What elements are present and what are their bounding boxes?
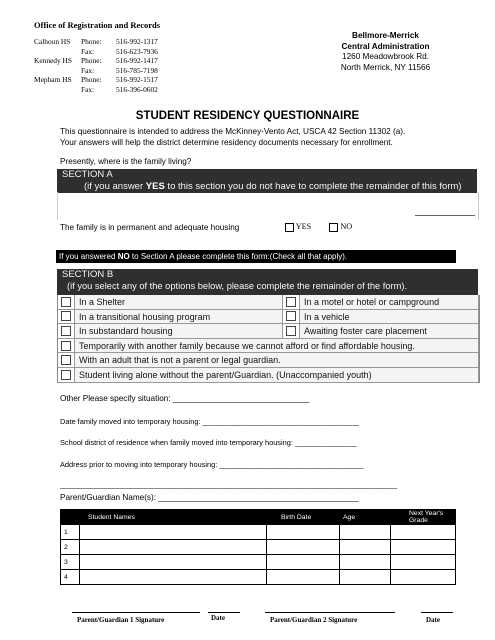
row-number: 3 <box>61 555 80 570</box>
substandard-checkbox[interactable] <box>61 326 71 336</box>
signature-1-line[interactable] <box>72 612 200 613</box>
birth-date-cell[interactable] <box>267 525 340 540</box>
option-label: In a transitional housing program <box>75 310 283 325</box>
housing-label: The family is in permanent and adequate housing <box>60 223 240 232</box>
no-label: NO <box>340 222 353 231</box>
section-b-subtitle: (if you select any of the options below, please complete the remainder of the form). <box>67 280 408 291</box>
phone-label: Phone: <box>81 37 102 46</box>
yes-label: YES <box>295 222 312 231</box>
age-cell[interactable] <box>340 570 391 585</box>
option-label: With an adult that is not a parent or legal guardian. <box>75 353 479 368</box>
row-number-header <box>61 510 80 525</box>
signature-2-label: Parent/Guardian 2 Signature <box>270 616 358 624</box>
column-header: Next Year's Grade <box>391 510 456 525</box>
age-cell[interactable] <box>340 555 391 570</box>
org-name: Bellmore-Merrick <box>352 31 419 40</box>
school-name: Mepham HS <box>34 75 72 85</box>
school-name: Calhoun HS <box>34 37 71 46</box>
transitional-checkbox[interactable] <box>61 311 71 321</box>
column-header: Birth Date <box>267 510 340 525</box>
date-1-line[interactable] <box>208 612 240 613</box>
intro-line: Your answers will help the district determine residency documents necessary for enrollment. <box>60 138 393 147</box>
instruction-banner: If you answered NO to Section A please complete this form:(Check all that apply). <box>56 250 456 263</box>
school-district-field[interactable]: School district of residence when family moved into temporary housing: _______________ <box>60 438 357 447</box>
date-2-line[interactable] <box>421 612 453 613</box>
motel-checkbox[interactable] <box>286 297 296 307</box>
page-title: STUDENT RESIDENCY QUESTIONNAIRE <box>135 110 360 122</box>
fax-number: 516-396-0602 <box>116 84 158 94</box>
grade-cell[interactable] <box>391 540 456 555</box>
school-contacts <box>34 37 158 95</box>
guardian-names-field[interactable]: Parent/Guardian Name(s): ____________________________________________ <box>60 493 359 502</box>
fax-number: 516-785-7198 <box>116 65 158 75</box>
city-address: North Merrick, NY 11566 <box>340 62 431 72</box>
date-moved-field[interactable]: Date family moved into temporary housing: ______________________________________ <box>60 417 359 426</box>
no-checkbox[interactable] <box>329 223 338 232</box>
shelter-checkbox[interactable] <box>61 297 71 307</box>
fax-number: 516-623-7936 <box>116 46 158 56</box>
option-label: In a motel or hotel or campground <box>300 295 479 310</box>
fax-label: Fax: <box>81 46 95 56</box>
table-row <box>61 540 456 555</box>
birth-date-cell[interactable] <box>267 555 340 570</box>
section-a-header <box>57 169 477 193</box>
intro-text <box>60 126 460 148</box>
student-name-cell[interactable] <box>80 525 267 540</box>
grade-cell[interactable] <box>391 570 456 585</box>
section-b-header <box>57 269 478 295</box>
student-name-cell[interactable] <box>80 540 267 555</box>
option-row <box>58 295 479 310</box>
vehicle-checkbox[interactable] <box>286 311 296 321</box>
intro-line: This questionnaire is intended to address the McKinney-Vento Act, USCA 42 Section 11302 (a). <box>60 127 406 136</box>
age-cell[interactable] <box>340 540 391 555</box>
fax-label: Fax: <box>81 65 95 75</box>
option-label: Awaiting foster care placement <box>300 324 479 339</box>
divider <box>415 215 475 216</box>
yes-checkbox[interactable] <box>285 223 294 232</box>
section-b-options <box>57 295 480 383</box>
question-where: Presently, where is the family living? <box>60 157 192 166</box>
school-name: Kennedy HS <box>34 56 72 66</box>
phone-label: Phone: <box>81 56 102 66</box>
option-row <box>58 353 479 368</box>
grade-cell[interactable] <box>391 525 456 540</box>
another-family-checkbox[interactable] <box>61 341 71 351</box>
age-cell[interactable] <box>340 525 391 540</box>
unaccompanied-checkbox[interactable] <box>61 370 71 380</box>
housing-question <box>60 222 353 232</box>
foster-care-checkbox[interactable] <box>286 326 296 336</box>
section-b-title: SECTION B <box>62 269 114 280</box>
phone-label: Phone: <box>81 75 102 85</box>
option-label: In a vehicle <box>300 310 479 325</box>
row-number: 1 <box>61 525 80 540</box>
street-address: 1260 Meadowbrook Rd. <box>342 52 429 61</box>
table-row <box>61 555 456 570</box>
non-guardian-adult-checkbox[interactable] <box>61 355 71 365</box>
section-a-title: SECTION A <box>62 169 113 180</box>
table-row <box>61 525 456 540</box>
student-name-cell[interactable] <box>80 555 267 570</box>
phone-number: 516-992-1417 <box>116 56 158 66</box>
signature-2-line[interactable] <box>265 612 395 613</box>
birth-date-cell[interactable] <box>267 540 340 555</box>
other-situation-field[interactable]: Other Please specify situation: ______________________________ <box>60 394 310 403</box>
option-label: In substandard housing <box>75 324 283 339</box>
signature-1-label: Parent/Guardian 1 Signature <box>77 616 165 624</box>
student-name-cell[interactable] <box>80 570 267 585</box>
phone-number: 516-992-1317 <box>116 37 158 46</box>
option-row <box>58 368 479 383</box>
row-number: 2 <box>61 540 80 555</box>
option-label: In a Shelter <box>75 295 283 310</box>
row-number: 4 <box>61 570 80 585</box>
option-row <box>58 324 479 339</box>
prior-address-field[interactable]: Address prior to moving into temporary housing: ___________________________________ <box>60 460 364 469</box>
column-header: Student Names <box>80 510 267 525</box>
grade-cell[interactable] <box>391 555 456 570</box>
section-a-subtitle: (if you answer YES to this section you do not have to complete the remainder of this form) <box>84 180 462 192</box>
housing-options <box>285 222 352 232</box>
org-dept: Central Administration <box>341 41 430 51</box>
prior-address-continuation[interactable]: __________________________________________________________________________________ <box>60 480 398 489</box>
fax-label: Fax: <box>81 84 95 94</box>
office-title: Office of Registration and Records <box>34 20 161 30</box>
table-row <box>61 570 456 585</box>
option-row <box>58 310 479 325</box>
option-row <box>58 339 479 354</box>
admin-address <box>323 31 448 73</box>
option-label: Student living alone without the parent/Guardian. (Unaccompanied youth) <box>75 368 479 383</box>
option-label: Temporarily with another family because we cannot afford or find affordable housing. <box>75 339 479 354</box>
students-table <box>60 509 456 585</box>
column-header: Age <box>340 510 391 525</box>
date-2-label: Date <box>426 616 440 624</box>
table-header-row <box>61 510 456 525</box>
date-1-label: Date <box>211 614 225 622</box>
phone-number: 516-992-1517 <box>116 75 158 85</box>
birth-date-cell[interactable] <box>267 570 340 585</box>
